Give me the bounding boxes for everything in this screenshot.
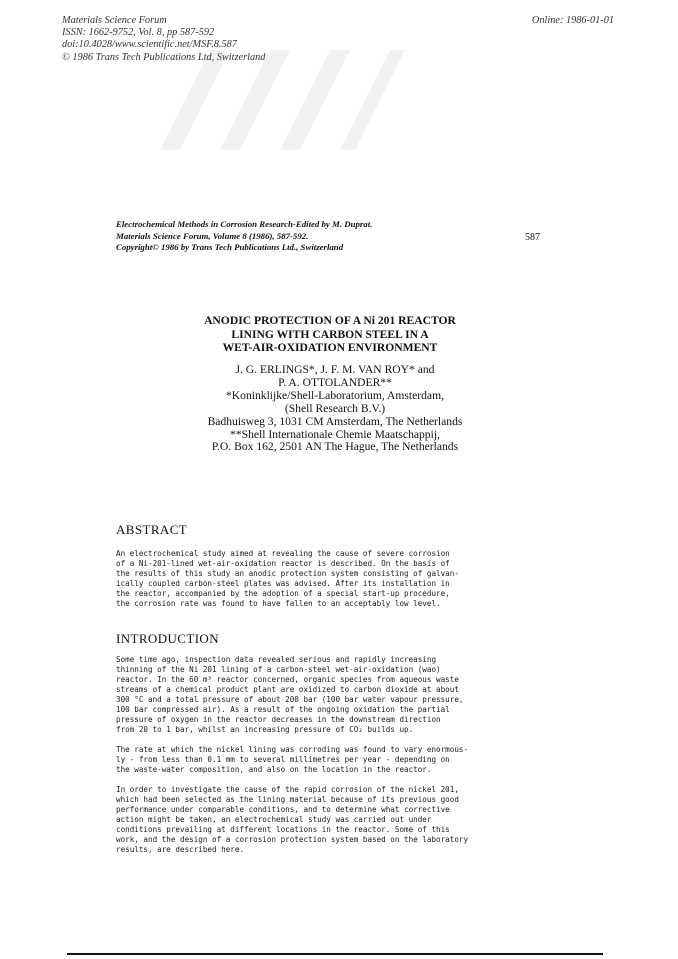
page-number: 587	[525, 232, 540, 243]
authors-block	[130, 364, 540, 454]
copyright-line: © 1986 Trans Tech Publications Ltd, Switzerland	[62, 51, 266, 63]
affiliation-2-address: P.O. Box 162, 2501 AN The Hague, The Netherlands	[211, 440, 459, 454]
abstract-line: the corrosion rate was found to have fallen to an acceptably low level.	[116, 599, 441, 608]
intro-p2-line: ly - from less than 0.1 mm to several millimetres per year - depending on	[116, 755, 450, 764]
intro-p1-line: 300 °C and a total pressure of about 200 bar (100 bar water vapour pressure,	[116, 695, 464, 704]
intro-p3-line: In order to investigate the cause of the rapid corrosion of the nickel 201,	[116, 785, 459, 794]
abstract-line: ically coupled carbon-steel plates was advised. After its installation in	[116, 579, 450, 588]
online-date: Online: 1986-01-01	[531, 15, 614, 26]
intro-p3-line: results, are described here.	[116, 845, 245, 854]
intro-p3-line: conditions prevailing at different locations in the reactor. Some of this	[116, 825, 450, 834]
book-header-line-3: Copyright© 1986 by Trans Tech Publications Ltd., Switzerland	[116, 242, 344, 253]
intro-p3-line: action might be taken, an electrochemical study was carried out under	[116, 815, 432, 824]
author-names-cont: P. A. OTTOLANDER**	[278, 375, 392, 389]
bottom-rule	[67, 953, 603, 955]
affiliation-1-address: Badhuisweg 3, 1031 CM Amsterdam, The Netherlands	[207, 414, 463, 428]
abstract-line: An electrochemical study aimed at revealing the cause of severe corrosion	[116, 549, 450, 558]
intro-p2-line: the waste-water composition, and also on the location in the reactor.	[116, 765, 432, 774]
book-header-line-1: Electrochemical Methods in Corrosion Research-Edited by M. Duprat.	[116, 219, 373, 229]
intro-p1-line: reactor. In the 60 m³ reactor concerned, organic species from aqueous waste	[116, 675, 459, 684]
abstract-heading: ABSTRACT	[116, 522, 188, 537]
title-line-2: LINING WITH CARBON STEEL IN A	[231, 327, 429, 341]
introduction-body	[116, 655, 546, 855]
journal-name: Materials Science Forum	[62, 15, 167, 26]
issn-line: ISSN: 1662-9752, Vol. 8, pp 587-592	[62, 27, 215, 39]
title-line-3: WET-AIR-OXIDATION ENVIRONMENT	[222, 341, 438, 355]
title-line-1: ANODIC PROTECTION OF A Ni 201 REACTOR	[204, 314, 456, 327]
intro-p3-line: work, and the design of a corrosion protection system based on the laboratory	[116, 835, 469, 844]
publication-metadata	[62, 15, 265, 64]
abstract-line: the results of this study an anodic protection system consisting of galvan-	[116, 569, 459, 578]
author-names: J. G. ERLINGS*, J. F. M. VAN ROY* and	[235, 363, 435, 376]
intro-p3-line: performance under comparable conditions, and to determine what corrective	[116, 805, 450, 814]
paper-title	[130, 314, 530, 355]
book-header-line-2: Materials Science Forum, Volume 8 (1986), 587-592.	[116, 230, 309, 241]
affiliation-1-sub: (Shell Research B.V.)	[284, 401, 386, 415]
intro-p2-line: The rate at which the nickel lining was corroding was found to vary enormous-	[116, 745, 469, 754]
intro-p1-line: 100 bar compressed air). As a result of the ongoing oxidation the partial	[116, 705, 450, 714]
affiliation-2: **Shell Internationale Chemie Maatschappij,	[230, 427, 440, 441]
intro-p1-line: pressure of oxygen in the reactor decreases in the downstream direction	[116, 715, 441, 724]
book-header	[116, 219, 372, 254]
intro-p1-line: streams of a chemical product plant are oxidized to carbon dioxide at about	[116, 685, 459, 694]
intro-p1-line: Some time ago, inspection data revealed serious and rapidly increasing	[116, 655, 437, 664]
intro-p1-line: from 20 to 1 bar, whilst an increasing pressure of CO₂ builds up.	[116, 725, 414, 734]
abstract-body	[116, 549, 546, 609]
affiliation-1: *Koninklijke/Shell-Laboratorium, Amsterdam,	[226, 388, 444, 402]
intro-p1-line: thinning of the Ni 201 lining of a carbon-steel wet-air-oxidation (wao)	[116, 665, 441, 674]
paragraph-gap	[116, 775, 546, 785]
abstract-line: the reactor, accompanied by the adoption of a special start-up procedure,	[116, 589, 450, 598]
introduction-heading: INTRODUCTION	[116, 631, 220, 646]
doi-link[interactable]: doi:10.4028/www.scientific.net/MSF.8.587	[62, 39, 237, 51]
paragraph-gap	[116, 735, 546, 745]
intro-p3-line: which had been selected as the lining material because of its previous good	[116, 795, 459, 804]
abstract-line: of a Ni-201-lined wet-air-oxidation reactor is described. On the basis of	[116, 559, 450, 568]
